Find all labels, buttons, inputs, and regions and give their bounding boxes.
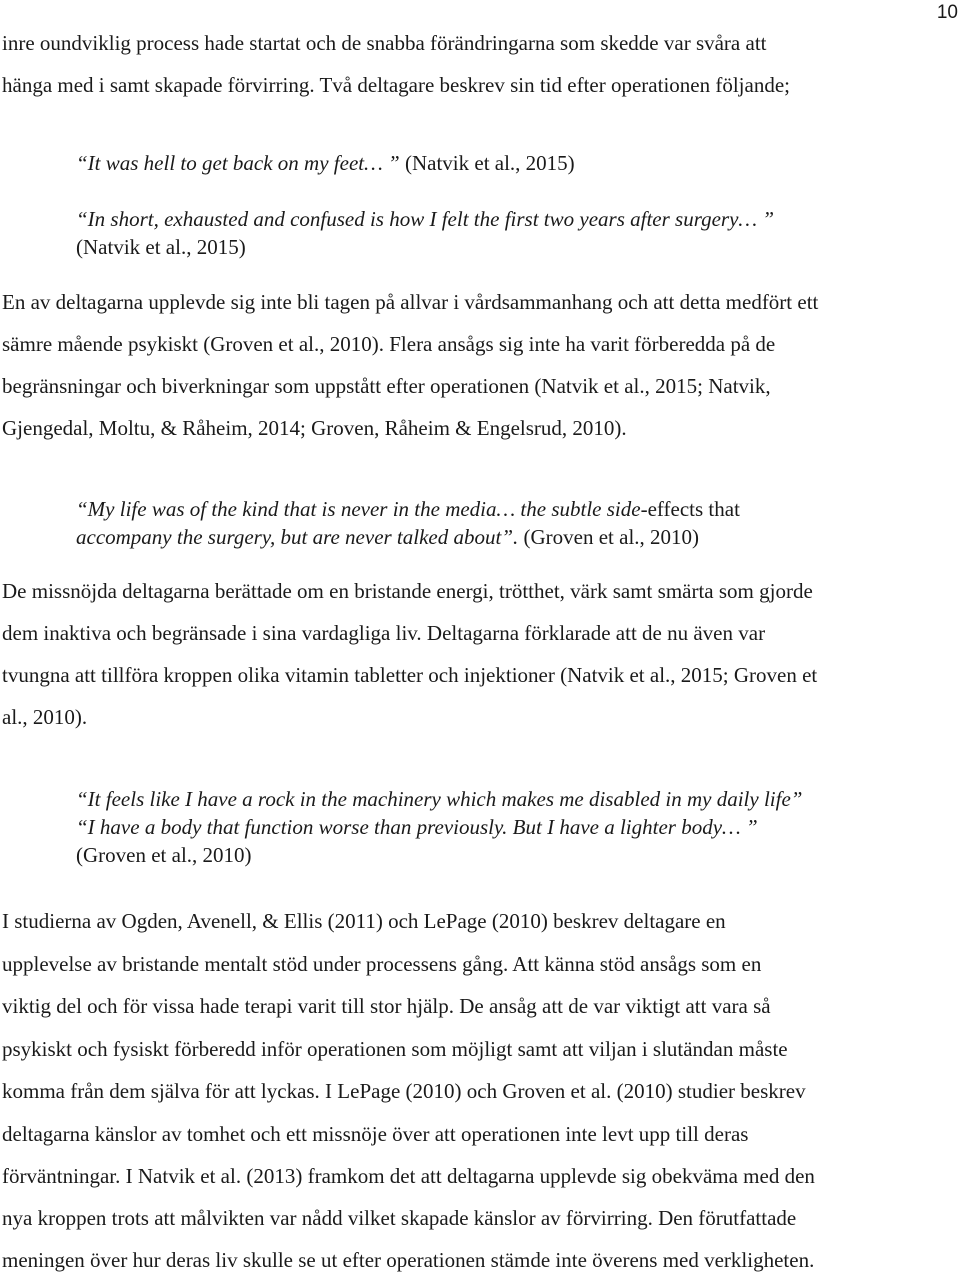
quote-citation: (Natvik et al., 2015) xyxy=(76,235,246,259)
text-line: dem inaktiva och begränsade i sina vardagliga liv. Deltagarna förklarade att de nu även var xyxy=(2,621,766,645)
text-line: förväntningar. I Natvik et al. (2013) framkom det att deltagarna upplevde sig obekväma med den xyxy=(2,1164,815,1188)
quote-line xyxy=(76,523,699,551)
quote-text: “It feels like I have a rock in the machinery which makes me disabled in my daily life” xyxy=(76,787,803,811)
quote-1 xyxy=(76,149,575,177)
quote-text: “In short, exhausted and confused is how I felt the first two years after surgery… ” xyxy=(76,207,775,231)
quote-text: “My life was of the kind that is never in the media… the subtle side xyxy=(76,497,641,521)
text-line: meningen över hur deras liv skulle se ut efter operationen stämde inte överens med verkligheten. xyxy=(2,1248,815,1272)
text-line: begränsningar och biverkningar som uppstått efter operationen (Natvik et al., 2015; Natvik, xyxy=(2,374,771,398)
text-line: al., 2010). xyxy=(2,705,88,729)
quote-citation: (Natvik et al., 2015) xyxy=(404,151,575,175)
quote-text: accompany the surgery, but are never talked about”. xyxy=(76,525,519,549)
text-line: nya kroppen trots att målvikten var nådd vilket skapade känslor av förvirring. Den förutfattade xyxy=(2,1206,797,1230)
text-line: komma från dem själva för att lyckas. I LePage (2010) och Groven et al. (2010) studier beskrev xyxy=(2,1079,806,1103)
quote-citation: (Groven et al., 2010) xyxy=(76,843,252,867)
text-line: sämre mående psykiskt (Groven et al., 2010). Flera ansågs sig inte ha varit förberedda på de xyxy=(2,332,776,356)
text-line: hänga med i samt skapade förvirring. Två deltagare beskrev sin tid efter operationen följande; xyxy=(2,73,790,97)
quote-text: “I have a body that function worse than previously. But I have a lighter body… ” xyxy=(76,815,758,839)
text-line: De missnöjda deltagarna berättade om en bristande energi, trötthet, värk samt smärta som gjorde xyxy=(2,579,813,603)
text-line: Gjengedal, Moltu, & Råheim, 2014; Groven, Råheim & Engelsrud, 2010). xyxy=(2,416,627,440)
text-line: tvungna att tillföra kroppen olika vitamin tabletter och injektioner (Natvik et al., 2015; Groven et xyxy=(2,663,818,687)
page-number: 10 xyxy=(936,2,958,23)
quote-line xyxy=(76,495,740,523)
quote-text: “It was hell to get back on my feet… ” xyxy=(76,151,400,175)
text-line: En av deltagarna upplevde sig inte bli tagen på allvar i vårdsammanhang och att detta medfört ett xyxy=(2,290,819,314)
text-line: viktig del och för vissa hade terapi varit till stor hjälp. De ansåg att de var viktigt att vara så xyxy=(2,994,771,1018)
quote-citation: (Groven et al., 2010) xyxy=(523,525,700,549)
text-line: I studierna av Ogden, Avenell, & Ellis (2011) och LePage (2010) beskrev deltagare en xyxy=(2,909,726,933)
quote-text: -effects that xyxy=(640,497,740,521)
text-line: deltagarna känslor av tomhet och ett missnöje över att operationen inte levt upp till deras xyxy=(2,1122,749,1146)
text-line: upplevelse av bristande mentalt stöd under processens gång. Att känna stöd ansågs som en xyxy=(2,952,762,976)
text-line: inre oundviklig process hade startat och de snabba förändringarna som skedde var svåra att xyxy=(2,31,767,55)
text-line: psykiskt och fysiskt förberedd inför operationen som möjligt samt att viljan i slutändan måste xyxy=(2,1037,788,1061)
